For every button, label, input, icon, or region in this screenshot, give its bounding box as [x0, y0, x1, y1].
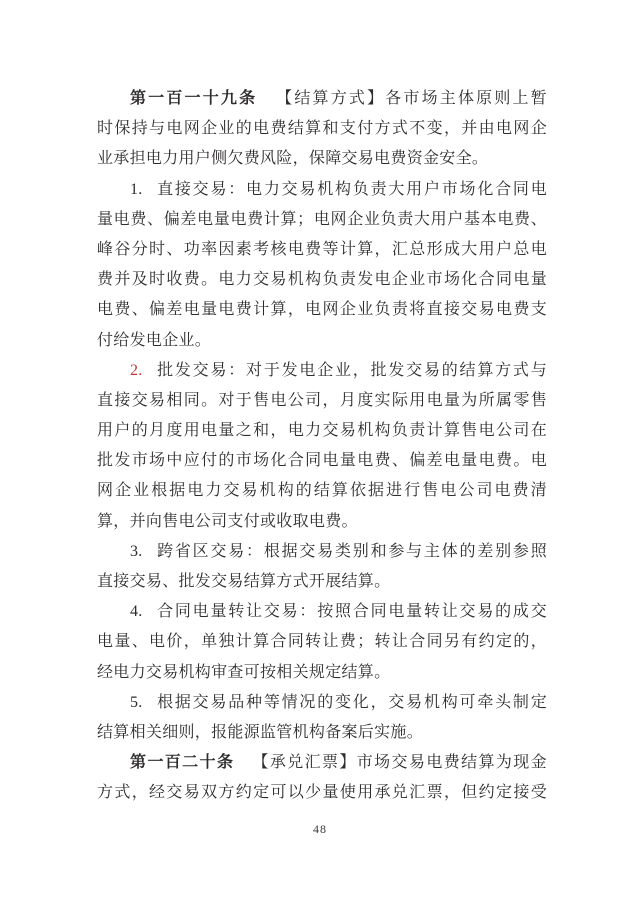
text-line: 峰谷分时、功率因素考核电费等计算，汇总形成大用户总电 [97, 240, 547, 258]
document-text-block [97, 84, 547, 809]
item-number: 5. [130, 693, 143, 711]
text-line: 时保持与电网企业的电费结算和支付方式不变，并由电网企 [97, 120, 547, 138]
text-line: 直接交易相同。对于售电公司，月度实际用电量为所属零售 [97, 391, 547, 409]
text-line [97, 597, 547, 627]
text-line [97, 688, 547, 718]
paragraph-item-3 [97, 537, 547, 597]
item-number-red: 2. [130, 361, 143, 379]
paragraph-item-5 [97, 688, 547, 748]
text-run: 跨省区交易：根据交易类别和参与主体的差别参照 [155, 542, 547, 560]
text-run: 直接交易：电力交易机构负责大用户市场化合同电 [155, 180, 547, 198]
text-line: 方式，经交易双方约定可以少量使用承兑汇票，但约定接受 [97, 784, 547, 802]
text-line [97, 84, 547, 114]
text-line: 批发市场中应付的市场化合同电量电费、偏差电量电费。电 [97, 452, 547, 470]
text-line: 业承担电力用户侧欠费风险，保障交易电费资金安全。 [97, 150, 489, 168]
paragraph-item-1 [97, 175, 547, 356]
item-number: 3. [130, 542, 143, 560]
text-run: 合同电量转让交易：按照合同电量转让交易的成交 [155, 603, 547, 621]
text-run: 【结算方式】各市场主体原则上暂 [274, 90, 547, 107]
text-line [97, 748, 547, 778]
text-run: 【承兑汇票】市场交易电费结算为现金 [251, 754, 547, 772]
text-line: 网企业根据电力交易机构的结算依据进行售电公司电费清 [97, 482, 547, 500]
text-run: 批发交易：对于发电企业，批发交易的结算方式与 [155, 361, 547, 379]
item-number: 4. [130, 603, 143, 621]
text-run: 根据交易品种等情况的变化，交易机构可牵头制定 [155, 693, 547, 711]
paragraph-article-120 [97, 748, 547, 808]
text-line [97, 175, 547, 205]
text-line [97, 537, 547, 567]
text-line: 电量、电价，单独计算合同转让费；转让合同另有约定的， [97, 633, 547, 651]
text-line: 直接交易、批发交易结算方式开展结算。 [97, 573, 391, 590]
paragraph-item-4 [97, 597, 547, 688]
text-line: 量电费、偏差电量电费计算；电网企业负责大用户基本电费、 [97, 210, 547, 228]
text-line [97, 356, 547, 386]
text-line: 结算相关细则，报能源监管机构备案后实施。 [97, 723, 424, 741]
text-line: 电费、偏差电量电费计算，电网企业负责将直接交易电费支 [97, 301, 547, 319]
paragraph-item-2 [97, 356, 547, 537]
article-heading: 第一百一十九条 [130, 90, 258, 107]
text-line: 费并及时收费。电力交易机构负责发电企业市场化合同电量 [97, 271, 547, 289]
item-number: 1. [130, 180, 143, 198]
text-line: 经电力交易机构审查可按相关规定结算。 [97, 663, 391, 681]
text-line: 算，并向售电公司支付或收取电费。 [97, 512, 358, 530]
page-number: 48 [313, 822, 327, 836]
text-line: 付给发电企业。 [97, 331, 212, 349]
article-heading: 第一百二十条 [130, 754, 235, 772]
paragraph-article-119 [97, 84, 547, 175]
text-line: 用户的月度用电量之和，电力交易机构负责计算售电公司在 [97, 422, 547, 440]
